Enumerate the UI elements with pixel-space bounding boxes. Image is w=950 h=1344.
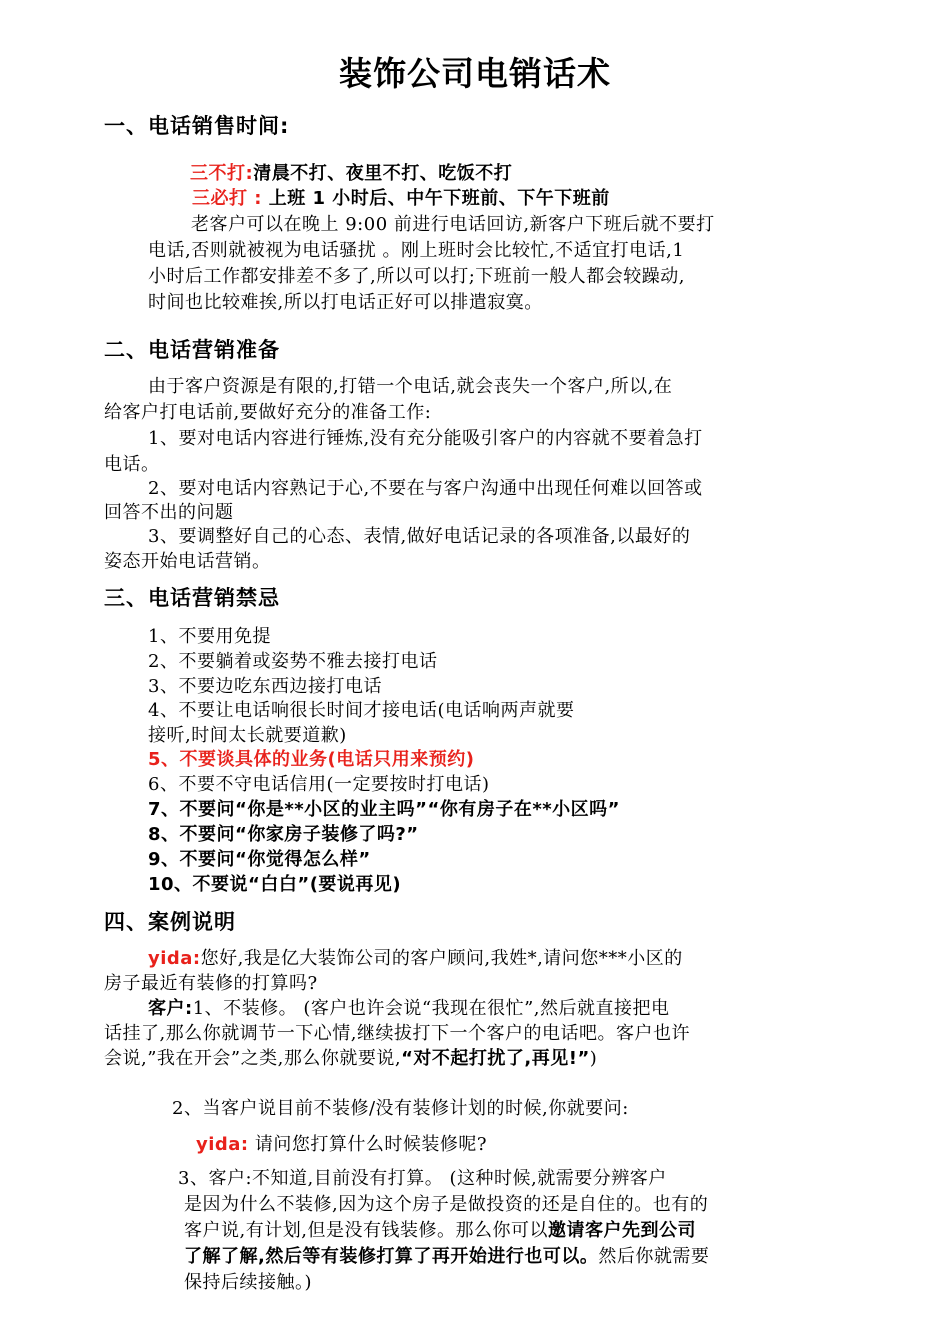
list-item: 3、要调整好自己的心态、表情,做好电话记录的各项准备,以最好的 [148,526,691,547]
list-item: 接听,时间太长就要道歉) [148,725,347,746]
dialog-line-customer [148,994,670,1020]
paragraph-line: 2、当客户说目前不装修/没有装修计划的时候,你就要问: [172,1098,629,1119]
emphasis-text: “对不起打扰了,再见!” [401,1048,590,1069]
speaker-label: yida: [148,948,201,969]
rule-must-call [192,184,610,210]
list-item: 1、要对电话内容进行锤炼,没有充分能吸引客户的内容就不要着急打 [148,428,703,449]
rule-text: 清晨不打、夜里不打、吃饭不打 [253,163,513,184]
list-item: 4、不要让电话响很长时间才接电话(电话响两声就要 [148,700,575,721]
paragraph-text: 客户说,有计划,但是没有钱装修。那么你可以 [184,1220,548,1241]
emphasis-text: 邀请客户先到公司 [547,1220,696,1241]
paragraph-text: 然后你就需要 [598,1246,710,1267]
section-heading-2: 二、电话营销准备 [104,338,280,362]
list-item: 2、不要躺着或姿势不雅去接打电话 [148,651,438,672]
list-item: 9、不要问“你觉得怎么样” [148,849,371,870]
paragraph-text: 会说,”我在开会”之类,那么你就要说, [104,1048,402,1069]
section-heading-3: 三、电话营销禁忌 [104,586,280,610]
rule-label: 三不打: [190,163,254,184]
list-item: 3、不要边吃东西边接打电话 [148,676,382,697]
paragraph-line: 电话,否则就被视为电话骚扰 。刚上班时会比较忙,不适宜打电话,1 [148,240,685,261]
section-heading-4: 四、案例说明 [104,910,236,934]
rule-text: 上班 1 小时后、中午下班前、下午下班前 [268,188,610,209]
dialog-line-yida [196,1130,487,1156]
speaker-label: yida: [196,1134,249,1155]
list-item: 5、不要谈具体的业务(电话只用来预约) [148,749,475,770]
list-item: 回答不出的问题 [104,502,234,523]
paragraph-line: 话挂了,那么你就调节一下心情,继续拔打下一个客户的电话吧。客户也许 [104,1023,690,1044]
emphasis-text: 了解了解,然后等有装修打算了再开始进行也可以。 [184,1246,599,1267]
list-item: 6、不要不守电话信用(一定要按时打电话) [148,774,490,795]
list-item: 1、不要用免提 [148,626,271,647]
paragraph-line: 给客户打电话前,要做好充分的准备工作: [104,402,432,423]
paragraph-line: 小时后工作都安排差不多了,所以可以打;下班前一般人都会较躁动, [148,266,686,287]
dialog-text: 您好,我是亿大装饰公司的客户顾问,我姓*,请问您***小区的 [200,948,683,969]
list-item: 姿态开始电话营销。 [104,551,271,572]
paragraph-line: 房子最近有装修的打算吗? [104,973,318,994]
list-item: 2、要对电话内容熟记于心,不要在与客户沟通中出现任何难以回答或 [148,478,703,499]
paragraph-line [184,1242,709,1268]
page-title: 装饰公司电销话术 [339,54,611,93]
paragraph-line: 是因为什么不装修,因为这个房子是做投资的还是自住的。也有的 [184,1194,709,1215]
paragraph-line: 3、客户:不知道,目前没有打算。 (这种时候,就需要分辨客户 [178,1168,667,1189]
dialog-text: 请问您打算什么时候装修呢? [254,1134,488,1155]
paragraph-line [104,1044,597,1070]
section-heading-1: 一、电话销售时间: [104,114,290,138]
list-item: 8、不要问“你家房子装修了吗?” [148,824,419,845]
list-item: 电话。 [104,454,160,475]
rule-no-call [190,159,512,185]
paragraph-line: 时间也比较难挨,所以打电话正好可以排遣寂寞。 [148,292,543,313]
dialog-line-yida [148,944,683,970]
paragraph-line: 由于客户资源是有限的,打错一个电话,就会丧失一个客户,所以,在 [148,376,673,397]
speaker-label: 客户: [148,998,193,1019]
list-item: 7、不要问“你是**小区的业主吗”“你有房子在**小区吗” [148,799,620,820]
rule-label: 三必打 : [192,188,262,209]
paragraph-line [184,1216,696,1242]
list-item: 10、不要说“白白”(要说再见) [148,874,402,895]
paragraph-text: ) [589,1048,598,1069]
paragraph-line: 老客户可以在晚上 9:00 前进行电话回访,新客户下班后就不要打 [191,214,715,235]
dialog-text: 1、不装修。 (客户也许会说“我现在很忙”,然后就直接把电 [192,998,670,1019]
paragraph-line: 保持后续接触。) [184,1272,313,1293]
